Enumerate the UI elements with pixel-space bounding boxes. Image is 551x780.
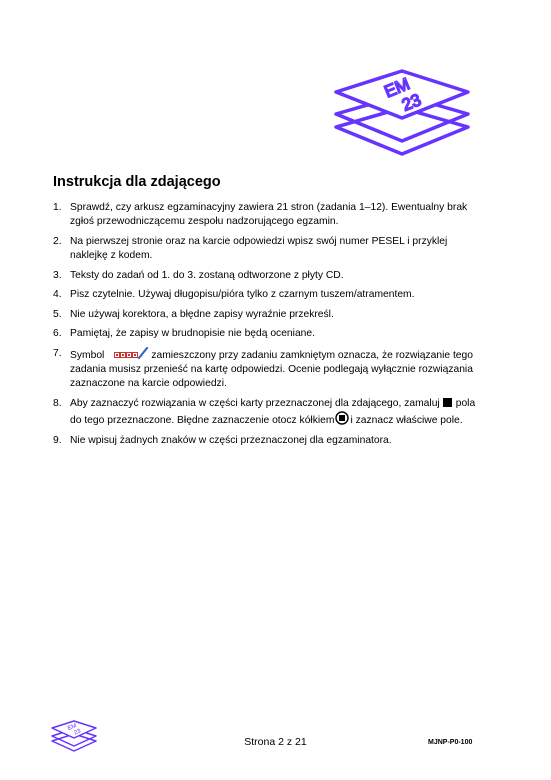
small-logo-text-line2: 23 [73, 728, 82, 737]
small-logo-text-line1: EM [67, 723, 78, 732]
page-number: Strona 2 z 21 [244, 736, 307, 748]
instructions-heading: Instrukcja dla zdającego [53, 174, 221, 190]
instruction-text: Teksty do zadań od 1. do 3. zostaną odtworzone z płyty CD. [70, 269, 344, 281]
instruction-item: 7. Symbol zamieszczony przy zadaniu zamkniętym oznacza, że rozwiązanie tego zadania musisz przenieść na kartę odpowiedzi. Ocenie podlegają wyłącznie rozwiązania zaznaczone na karcie odpowiedzi. [53, 347, 473, 390]
instruction-item: 4. Pisz czytelnie. Używaj długopisu/pióra tylko z czarnym tuszem/atramentem. [53, 289, 415, 301]
instruction-text: Pamiętaj, że zapisy w brudnopisie nie będą oceniane. [70, 328, 315, 340]
instruction-text-part2: pola do tego przeznaczone. Błędne zaznaczenie otocz kółkiem [70, 397, 476, 427]
instruction-text-part1: Aby zaznaczyć rozwiązania w części karty przeznaczonej dla zdającego, zamaluj [70, 397, 440, 409]
instruction-item: 2. Na pierwszej stronie oraz na karcie odpowiedzi wpisz swój numer PESEL i przyklej naklejkę z kodem. [53, 235, 448, 261]
instruction-item: 3. Teksty do zadań od 1. do 3. zostaną odtworzone z płyty CD. [53, 269, 344, 281]
instruction-item: 8. Aby zaznaczyć rozwiązania w części karty przeznaczonej dla zdającego, zamaluj pola do tego przeznaczone. Błędne zaznaczenie otocz kółkiem i zaznacz właściwe pole. [53, 397, 476, 427]
instruction-text: Pisz czytelnie. Używaj długopisu/pióra tylko z czarnym tuszem/atramentem. [70, 289, 415, 301]
instruction-item: 1. Sprawdź, czy arkusz egzaminacyjny zawiera 21 stron (zadania 1–12). Ewentualny brak zgłoś przewodniczącemu zespołu nadzorującego egzamin. [53, 202, 468, 228]
instruction-text: Na pierwszej stronie oraz na karcie odpowiedzi wpisz swój numer PESEL i przyklej naklejkę z kodem. [70, 235, 448, 261]
instruction-text: Nie używaj korektora, a błędne zapisy wyraźnie przekreśl. [70, 308, 334, 320]
logo-text-line1: EM [381, 74, 413, 102]
circled-square-icon [335, 411, 349, 425]
instruction-text-after: zamieszczony przy zadaniu zamkniętym oznacza, że rozwiązanie tego zadania musisz przenieść na kartę odpowiedzi. Ocenie podlegają wyłącznie rozwiązania zaznaczone na karcie odpowiedzi. [70, 349, 473, 390]
instruction-text-before: Symbol [70, 349, 105, 361]
instruction-item: 5. Nie używaj korektora, a błędne zapisy wyraźnie przekreśl. [53, 308, 334, 320]
instruction-text: Sprawdź, czy arkusz egzaminacyjny zawiera 21 stron (zadania 1–12). Ewentualny brak zgłoś przewodniczącemu zespołu nadzorującego egzamin. [70, 202, 468, 228]
instruction-item: 9. Nie wpisuj żadnych znaków w części przeznaczonej dla egzaminatora. [53, 434, 392, 446]
answer-sheet-symbol-icon [114, 347, 150, 359]
em23-logo [330, 68, 475, 163]
exam-code: MJNP-P0-100 [428, 739, 473, 746]
filled-square-icon [443, 398, 452, 407]
instructions-list [53, 201, 483, 453]
logo-text-line2: 23 [399, 90, 424, 115]
instruction-text: Nie wpisuj żadnych znaków w części przeznaczonej dla egzaminatora. [70, 434, 392, 446]
instruction-text-part3: i zaznacz właściwe pole. [350, 415, 463, 427]
instruction-item: 6. Pamiętaj, że zapisy w brudnopisie nie będą oceniane. [53, 328, 315, 340]
